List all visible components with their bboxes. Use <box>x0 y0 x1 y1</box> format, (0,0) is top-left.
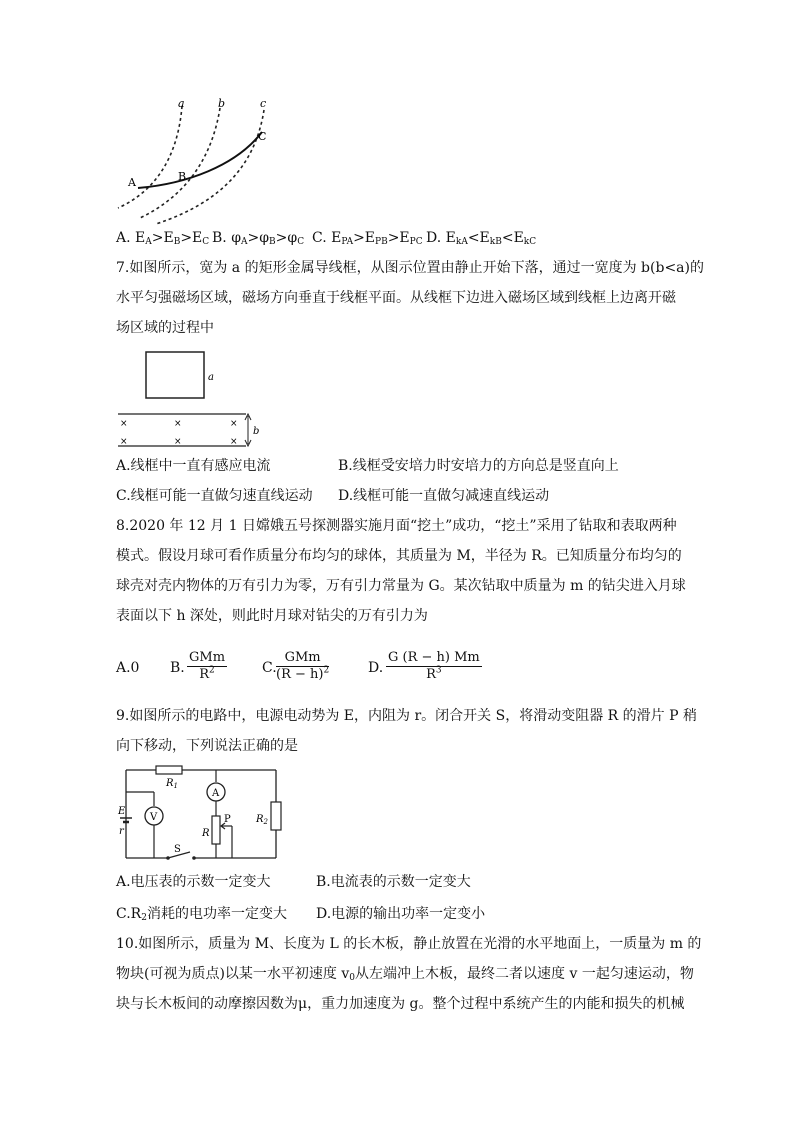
label-R2: $R_2$ <box>256 814 268 826</box>
fraction-numerator: G (R − h) Mm <box>388 650 480 665</box>
q8-option-D-fraction <box>386 650 482 683</box>
field-cross: × <box>174 437 182 447</box>
fraction-denominator: $(R - h)^2$ <box>276 665 330 682</box>
q6-option-A: A. $E_A>E_B>E_C$ <box>116 230 210 247</box>
rheostat-R <box>212 816 220 844</box>
resistor-R1 <box>156 766 182 774</box>
fraction-numerator: GMm <box>189 650 226 665</box>
label-R: R <box>202 828 210 839</box>
q9-option-B: B.电流表的示数一定变大 <box>316 874 471 890</box>
label-frame-a: a <box>208 372 214 383</box>
q8-option-B-label: B. <box>170 660 185 676</box>
q8-option-C-fraction <box>276 650 329 683</box>
q7-stem-line-3: 场区域的过程中 <box>116 320 214 336</box>
q9-circuit-diagram <box>116 764 286 866</box>
field-cross: × <box>120 437 128 447</box>
q6-option-B: B. $\varphi_A>\varphi_B>\varphi_C$ <box>212 230 305 247</box>
q8-stem-line-3: 球壳对壳内物体的万有引力为零，万有引力常量为 G。某次钻取中质量为 m 的钻尖进入月球 <box>116 578 686 594</box>
label-r: r <box>119 826 124 837</box>
label-C: C <box>258 130 267 143</box>
q7-stem-line-1: 7.如图所示，宽为 a 的矩形金属导线框，从图示位置由静止开始下落，通过一宽度为 b(b<a)的 <box>116 260 704 276</box>
field-cross: × <box>230 419 238 429</box>
equipotential-line-a <box>118 106 182 208</box>
fraction-denominator: $R^2$ <box>199 665 215 682</box>
q8-option-B-fraction <box>187 650 227 683</box>
q9-stem-line-1: 9.如图所示的电路中，电源电动势为 E，内阻为 r。闭合开关 S，将滑动变阻器 R 的滑片 P 稍 <box>116 708 697 724</box>
label-A: A <box>128 176 136 189</box>
q7-stem-line-2: 水平匀强磁场区域，磁场方向垂直于线框平面。从线框下边进入磁场区域到线框上边离开磁 <box>116 290 676 306</box>
q10-stem-line-1: 10.如图所示，质量为 M、长度为 L 的长木板，静止放置在光滑的水平地面上，一质量为 m 的 <box>116 936 702 952</box>
label-E: E <box>118 806 126 817</box>
label-width-b: b <box>253 426 260 437</box>
q8-stem-line-1: 8.2020 年 12 月 1 日嫦娥五号探测器实施月面“挖土”成功，“挖土”采用了钻取和表取两种 <box>116 518 677 534</box>
q6-option-C: C. $E_{PA}>E_{PB}>E_{PC}$ <box>312 230 423 247</box>
q9-option-A: A.电压表的示数一定变大 <box>116 874 271 890</box>
label-S: S <box>174 844 181 855</box>
q7-option-D: D.线框可能一直做匀减速直线运动 <box>338 488 550 504</box>
q10-stem-line-2: 物块(可视为质点)以某一水平初速度 $v_0$从左端冲上木板，最终二者以速度 v 一起匀速运动，物 <box>116 966 694 983</box>
q8-stem-line-4: 表面以下 h 深处，则此时月球对钻尖的万有引力为 <box>116 608 428 624</box>
q7-option-C: C.线框可能一直做匀速直线运动 <box>116 488 313 504</box>
q9-stem-line-2: 向下移动，下列说法正确的是 <box>116 738 298 754</box>
q7-option-A: A.线框中一直有感应电流 <box>116 458 271 474</box>
q7-magnetic-field-figure <box>116 350 266 450</box>
field-cross: × <box>120 419 128 429</box>
field-cross: × <box>174 419 182 429</box>
q6-field-figure <box>116 96 286 226</box>
q6-option-D: D. $E_{kA}<E_{kB}<E_{kC}$ <box>426 230 537 247</box>
fraction-numerator: GMm <box>276 650 329 667</box>
q8-option-D-label: D. <box>368 660 384 676</box>
resistor-R2 <box>271 802 281 830</box>
equipotential-line-c <box>156 110 267 224</box>
label-P: P <box>224 814 231 825</box>
label-A: A <box>212 788 220 799</box>
switch-contact <box>192 856 196 860</box>
q9-option-D: D.电源的输出功率一定变小 <box>316 906 486 922</box>
field-cross: × <box>230 437 238 447</box>
label-a: a <box>178 97 185 110</box>
label-R1: $R_1$ <box>166 778 178 790</box>
q8-stem-line-2: 模式。假设月球可看作质量分布均匀的球体，其质量为 M，半径为 R。已知质量分布均匀的 <box>116 548 682 564</box>
wire-frame <box>146 352 204 398</box>
q10-stem-line-3: 块与长木板间的动摩擦因数为μ，重力加速度为 g。整个过程中系统产生的内能和损失的机械 <box>116 996 685 1012</box>
q8-option-A: A.0 <box>116 660 140 676</box>
fraction-denominator: $R^3$ <box>426 665 442 682</box>
label-c: c <box>260 97 267 110</box>
label-V: V <box>150 812 158 823</box>
q9-option-C: $C.R_2$消耗的电功率一定变大 <box>116 906 287 923</box>
q8-option-C-label: C. <box>262 660 277 676</box>
particle-trajectory <box>138 132 262 188</box>
label-b: b <box>218 97 226 110</box>
q7-option-B: B.线框受安培力时安培力的方向总是竖直向上 <box>338 458 619 474</box>
label-B: B <box>178 170 187 183</box>
